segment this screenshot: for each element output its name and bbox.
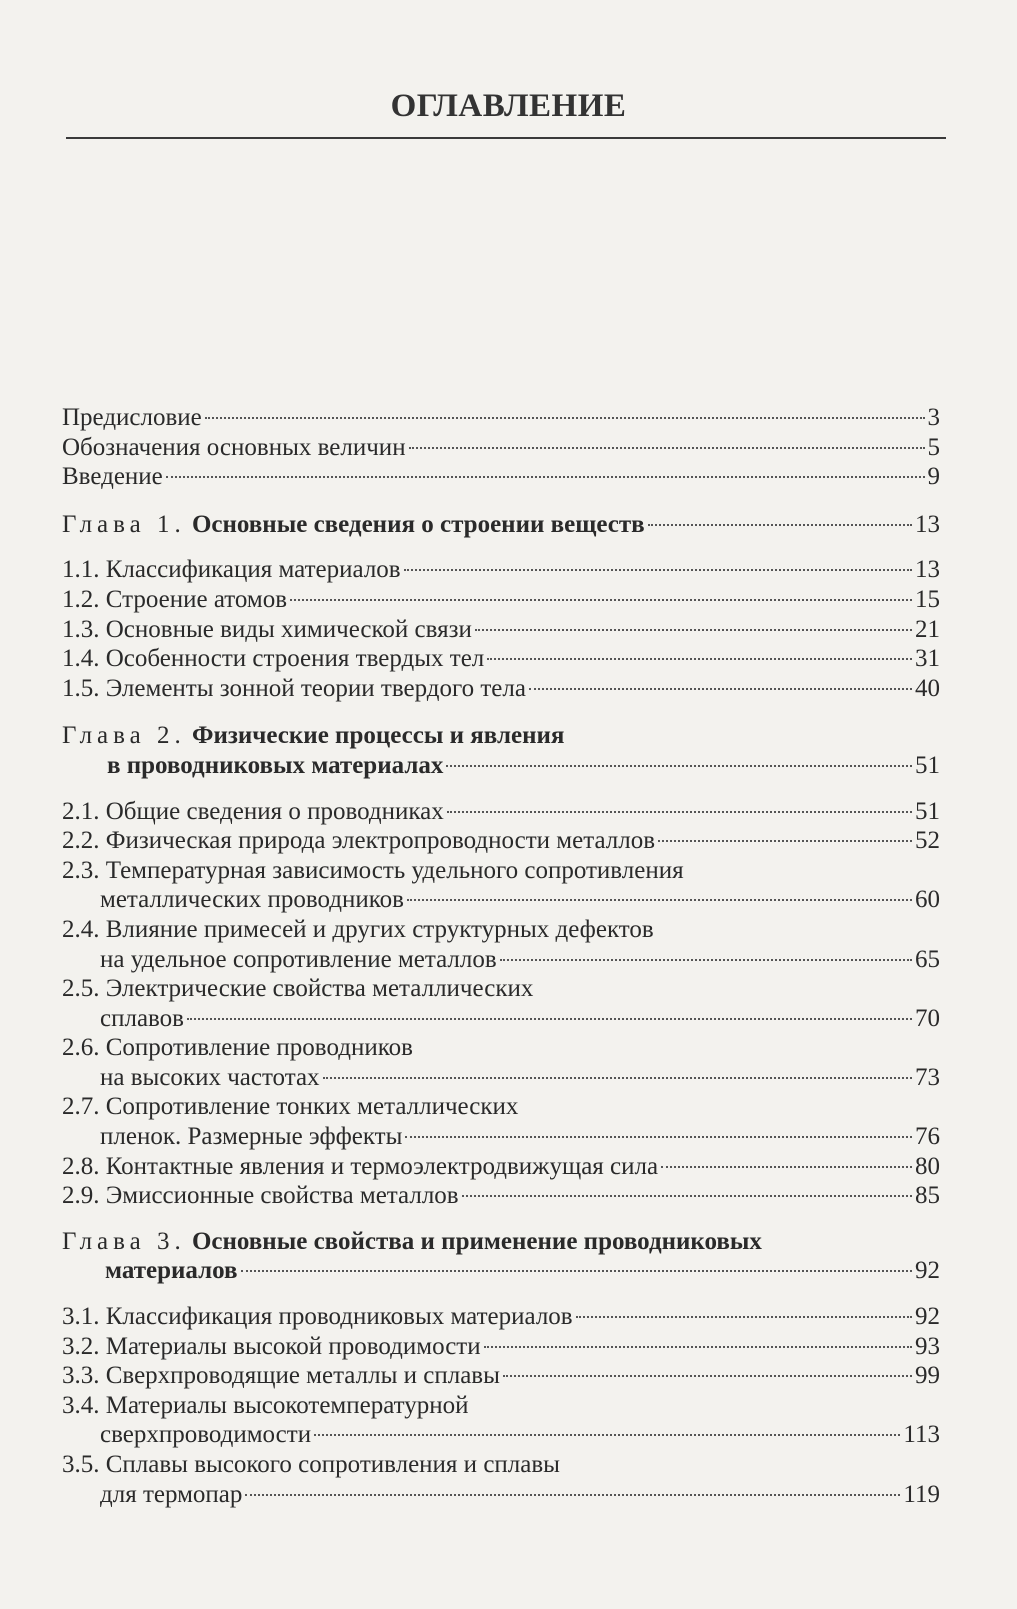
toc-section-title: 2.6. Сопротивление проводников <box>62 1034 413 1062</box>
toc-page-number: 51 <box>915 797 940 825</box>
toc-page-number: 51 <box>915 751 940 779</box>
page-title: ОГЛАВЛЕНИЕ <box>390 88 627 124</box>
dot-leader <box>241 1270 912 1272</box>
dot-leader <box>187 1018 912 1020</box>
toc-section <box>62 1361 940 1391</box>
toc-page-number: 13 <box>915 556 940 584</box>
toc-entry-label: сплавов <box>100 1004 184 1032</box>
toc-entry-label: 1.4. Особенности строения твердых тел <box>62 645 485 673</box>
toc-section-title: 2.5. Электрические свойства металлических <box>62 975 534 1003</box>
toc-section <box>62 644 940 674</box>
toc-page-number: 9 <box>927 463 940 491</box>
dot-leader <box>446 765 912 767</box>
toc-entry-label: 2.1. Общие сведения о проводниках <box>62 797 444 825</box>
dot-leader <box>475 629 912 631</box>
dot-leader <box>661 1166 912 1168</box>
toc-section <box>62 885 940 915</box>
dot-leader <box>658 840 912 842</box>
dot-leader <box>487 658 912 660</box>
toc-section-title: 3.5. Сплавы высокого сопротивления и сплавы <box>62 1451 560 1478</box>
toc-page-number: 15 <box>915 585 940 613</box>
toc-chapter-3 <box>62 1256 940 1286</box>
toc-page-number: 21 <box>915 615 940 643</box>
toc-section <box>62 555 940 585</box>
toc-chapter-2-title <box>62 721 940 751</box>
toc-entry-label: на удельное сопротивление металлов <box>100 945 497 973</box>
toc-page-number: 40 <box>915 674 940 702</box>
toc-entry-label: металлических проводников <box>100 886 404 914</box>
chapter-prefix: Глава 2. <box>62 722 186 750</box>
toc-page-number: 60 <box>915 886 940 914</box>
toc-page-number: 31 <box>915 645 940 673</box>
dot-leader <box>314 1434 900 1436</box>
toc-entry-label: 3.2. Материалы высокой проводимости <box>62 1332 481 1360</box>
toc-page-number: 5 <box>927 433 940 461</box>
toc-section-title: 2.7. Сопротивление тонких металлических <box>62 1093 519 1121</box>
toc-entry-label: на высоких частотах <box>100 1063 320 1091</box>
table-of-contents <box>62 403 940 1509</box>
dot-leader <box>404 569 912 571</box>
dot-leader <box>290 599 912 601</box>
toc-section <box>62 1063 940 1093</box>
dot-leader <box>648 524 912 526</box>
toc-entry-label: 1.2. Строение атомов <box>62 585 288 613</box>
toc-page-number: 3 <box>927 404 940 431</box>
toc-section-title: 2.3. Температурная зависимость удельного сопротивления <box>62 856 684 884</box>
toc-chapter-2 <box>62 751 940 781</box>
toc-entry-label: 2.2. Физическая природа электропроводности металлов <box>62 827 656 855</box>
toc-page-number: 93 <box>915 1332 940 1360</box>
dot-leader <box>484 1346 912 1348</box>
toc-entry-label: 1.5. Элементы зонной теории твердого тела <box>62 674 526 702</box>
toc-section <box>62 797 940 827</box>
toc-section <box>62 1152 940 1182</box>
toc-section <box>62 1122 940 1152</box>
toc-section <box>62 1004 940 1034</box>
toc-entry-notation <box>62 433 940 463</box>
chapter-prefix: Глава 3. <box>62 1227 186 1255</box>
toc-entry-label: для термопар <box>100 1480 243 1508</box>
toc-page-number: 52 <box>915 827 940 855</box>
chapter-title: Основные сведения о строении веществ <box>191 510 645 538</box>
toc-entry-label: 3.3. Сверхпроводящие металлы и сплавы <box>62 1362 500 1390</box>
dot-leader <box>500 959 912 961</box>
toc-entry-label: 2.9. Эмиссионные свойства металлов <box>62 1182 459 1210</box>
dot-leader <box>409 447 925 449</box>
dot-leader <box>462 1195 912 1197</box>
dot-leader <box>166 476 925 478</box>
toc-entry-label: пленок. Размерные эффекты <box>100 1123 403 1151</box>
toc-section <box>62 1332 940 1362</box>
toc-page-number: 92 <box>915 1303 940 1331</box>
toc-section <box>62 1420 940 1450</box>
dot-leader <box>405 1136 912 1138</box>
toc-section-title: 3.4. Материалы высокотемпературной <box>62 1391 469 1419</box>
toc-entry-intro <box>62 462 940 492</box>
chapter-title-continued: в проводниковых материалах <box>107 751 444 779</box>
toc-section <box>62 615 940 645</box>
dot-leader <box>503 1375 912 1377</box>
toc-page-number: 85 <box>915 1182 940 1210</box>
chapter-prefix: Глава 1. <box>62 510 186 538</box>
toc-page-number: 113 <box>903 1421 940 1449</box>
toc-entry-label: 1.3. Основные виды химической связи <box>62 615 472 643</box>
toc-page-number: 119 <box>903 1480 940 1508</box>
toc-section <box>62 1302 940 1332</box>
toc-page-number: 92 <box>915 1257 940 1285</box>
toc-section-title: 2.4. Влияние примесей и других структурных дефектов <box>62 915 654 943</box>
dot-leader <box>323 1077 912 1079</box>
toc-chapter-3-title <box>62 1227 940 1257</box>
dot-leader <box>576 1316 912 1318</box>
toc-entry-label: Предисловие <box>62 404 202 431</box>
dot-leader <box>407 899 912 901</box>
chapter-title: Физические процессы и явления <box>191 722 565 750</box>
dot-leader <box>205 417 925 419</box>
dot-leader <box>447 811 912 813</box>
toc-section <box>62 585 940 615</box>
title-rule <box>66 137 946 139</box>
toc-entry-preface <box>62 403 940 433</box>
toc-entry-label: 2.8. Контактные явления и термоэлектродвижущая сила <box>62 1152 659 1180</box>
toc-page-number: 73 <box>915 1063 940 1091</box>
toc-entry-label: Обозначения основных величин <box>62 433 406 461</box>
toc-page-number: 13 <box>915 510 940 538</box>
toc-section <box>62 1480 940 1510</box>
toc-page-number: 70 <box>915 1004 940 1032</box>
toc-entry-label: сверхпроводимости <box>100 1421 312 1449</box>
toc-section <box>62 674 940 704</box>
toc-page-number: 80 <box>915 1152 940 1180</box>
toc-entry-label: 3.1. Классификация проводниковых материалов <box>62 1303 573 1331</box>
toc-page-number: 99 <box>915 1362 940 1390</box>
dot-leader <box>245 1494 900 1496</box>
toc-section <box>62 826 940 856</box>
chapter-title: Основные свойства и применение проводниковых <box>191 1227 762 1255</box>
chapter-title-continued: материалов <box>105 1257 238 1285</box>
toc-entry-label: Введение <box>62 463 163 491</box>
toc-section <box>62 1181 940 1211</box>
toc-chapter-1 <box>62 510 940 540</box>
toc-page-number: 65 <box>915 945 940 973</box>
toc-entry-label: 1.1. Классификация материалов <box>62 556 401 584</box>
dot-leader <box>529 688 912 690</box>
toc-page-number: 76 <box>915 1123 940 1151</box>
toc-section <box>62 945 940 975</box>
